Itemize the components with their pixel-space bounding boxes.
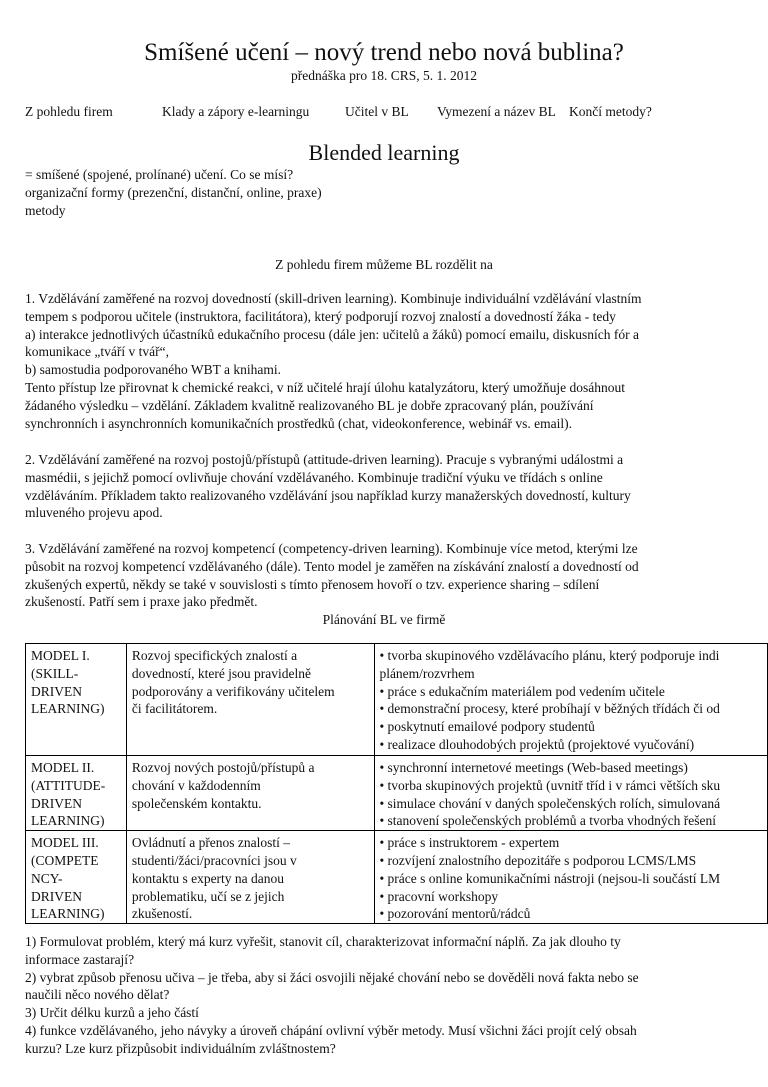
paragraph-line: 1. Vzdělávání zaměřené na rozvoj dovedností (skill-driven learning). Kombinuje individuální vzdělávání vlastním (25, 291, 642, 306)
paragraph-line: a) interakce jednotlivých účastníků edukačního procesu (dále jen: učitelů a žáků) pomocí emailu, diskusních fór a (25, 326, 640, 342)
activity-item: • pracovní workshopy (379, 888, 499, 904)
nav-link-definition[interactable]: Vymezení a název BL (437, 104, 556, 119)
paragraph-line: působit na rozvoj kompetencí vzdělávaného (dále). Tento model je zaměřen na získávání znalostí a dovedností od (25, 558, 639, 574)
model-name-line: (COMPETE (31, 852, 99, 868)
paragraph-line: mluveného projevu apod. (25, 505, 163, 521)
step-line: 3) Určit délku kurzů a jeho částí (25, 1005, 199, 1021)
description-line: kontaktu s experty na danou (131, 870, 285, 886)
definition-block (25, 166, 322, 219)
model-description-cell (126, 756, 375, 831)
paragraph-line: zkušených expertů, někdy se také v souvislosti s tímto přenosem hovoří o tzv. experience sharing – sdílení (25, 576, 600, 592)
paragraph-line: komunikace „tváří v tvář“, (25, 344, 169, 360)
nav-link-teacher[interactable]: Učitel v BL (345, 104, 409, 119)
step-line: 4) funkce vzdělávaného, jeho návyky a úroveň chápání ovlivní výběr metody. Musí všichni žáci projít celý obsah (25, 1022, 637, 1038)
paragraph-competency-driven (25, 540, 768, 611)
step-line: 1) Formulovat problém, který má kurz vyřešit, stanovit cíl, charakterizovat informační náplň. Za jak dlouho ty (25, 934, 621, 949)
model-description-cell (126, 644, 375, 756)
activity-item: • tvorba skupinového vzdělávacího plánu, který podporuje indi (379, 648, 720, 663)
model-name-line: LEARNING) (31, 701, 105, 717)
paragraph-attitude-driven (25, 451, 768, 522)
bl-models-table (25, 643, 768, 924)
paragraph-line: 3. Vzdělávání zaměřené na rozvoj kompetencí (competency-driven learning). Kombinuje více metod, kterými lze (25, 541, 638, 556)
firm-heading: Z pohledu firem můžeme BL rozdělit na (275, 257, 493, 272)
model-description-cell (126, 831, 375, 924)
table-row (26, 756, 768, 831)
activity-item: • práce s edukačním materiálem pod vedením učitele (379, 683, 665, 699)
activity-item: • poskytnutí emailové podpory studentů (379, 719, 595, 735)
model-name-line: MODEL II. (31, 760, 95, 775)
activity-item: • práce s online komunikačními nástroji (nejsou-li součástí LM (379, 870, 721, 886)
paragraph-line: žádaného výsledku – vzdělání. Základem kvalitně realizovaného BL je dobře zpracovaný plán, používání (25, 397, 594, 413)
activity-item: • synchronní internetové meetings (Web-based meetings) (379, 760, 688, 775)
model-name-line: LEARNING) (31, 813, 105, 829)
description-line: společenském kontaktu. (131, 795, 262, 811)
activity-item: • stanovení společenských problémů a tvorba vhodných řešení (379, 813, 716, 829)
activity-item: • pozorování mentorů/rádců (379, 906, 531, 922)
table-row (26, 644, 768, 756)
step-line: 2) vybrat způsob přenosu učiva – je třeba, aby si žáci osvojili nějaké chování nebo se dověděli nová fakta nebo se (25, 969, 639, 985)
model-activities-cell (375, 756, 768, 831)
paragraph-skill-driven (25, 290, 768, 432)
description-line: chování v každodenním (131, 777, 261, 793)
model-activities-cell (375, 831, 768, 924)
paragraph-line: masmédii, s jejichž pomocí ovlivňuje chování vzdělávaného. Kombinuje tradiční výuku ve třídách s online (25, 469, 603, 485)
table-row (26, 831, 768, 924)
paragraph-line: synchronních i asynchronních komunikačních prostředků (chat, videokonference, webinář vs. email). (25, 415, 572, 431)
model-name-cell (26, 756, 127, 831)
description-line: či facilitátorem. (131, 701, 218, 717)
step-line: informace zastarají? (25, 951, 135, 967)
description-line: podporovány a verifikovány učitelem (131, 683, 335, 699)
nav-link-firms[interactable]: Z pohledu firem (25, 104, 113, 119)
model-name-line: MODEL III. (31, 835, 99, 851)
page-title: Smíšené učení – nový trend nebo nová bublina? (144, 39, 624, 66)
activity-item: • tvorba skupinových projektů (uvnitř tříd i v rámci větších sku (379, 777, 721, 793)
section-heading: Blended learning (308, 140, 460, 165)
model-name-line: (SKILL- (31, 665, 79, 681)
description-line: zkušeností. (131, 906, 193, 922)
model-name-line: DRIVEN (31, 683, 82, 699)
model-name-line: LEARNING) (31, 906, 105, 922)
paragraph-line: b) samostudia podporovaného WBT a knihami. (25, 362, 281, 378)
paragraph-line: vzděláváním. Příkladem takto realizovaného vzdělávání jsou například kurzy manažerských dovedností, kultury (25, 487, 631, 503)
activity-item: • demonstrační procesy, které probíhají v běžných třídách či od (379, 701, 720, 717)
description-line: studenti/žáci/pracovníci jsou v (131, 852, 297, 868)
nav-link-pros-cons[interactable]: Klady a zápory e-learningu (162, 104, 310, 119)
step-line: naučili něco nového dělat? (25, 987, 170, 1003)
description-line: dovedností, které jsou pravidelně (131, 665, 312, 681)
nav-link-methods[interactable]: Končí metody? (569, 104, 652, 119)
activity-item: • rozvíjení znalostního depozitáře s podporou LCMS/LMS (379, 852, 697, 868)
activity-item: • práce s instruktorem - expertem (379, 835, 560, 851)
planning-heading: Plánování BL ve firmě (322, 612, 446, 627)
paragraph-line: Tento přístup lze přirovnat k chemické reakci, v níž učitelé hrají úlohu katalyzátoru, který umožňuje dosáhnout (25, 379, 625, 395)
model-name-line: (ATTITUDE- (31, 777, 106, 793)
paragraph-line: zkušeností. Patří sem i praxe jako předmět. (25, 594, 258, 610)
activity-item: plánem/rozvrhem (379, 665, 475, 681)
description-line: Ovládnutí a přenos znalostí – (131, 835, 291, 851)
activity-item: • simulace chování v daných společenských rolích, simulovaná (379, 795, 721, 811)
model-name-line: DRIVEN (31, 888, 82, 904)
definition-line: metody (25, 202, 66, 218)
activity-item: • realizace dlouhodobých projektů (projektové vyučování) (379, 736, 695, 752)
model-activities-cell (375, 644, 768, 756)
paragraph-line: tempem s podporou učitele (instruktora, facilitátora), který podporují rozvoj znalostí a dovedností žáka - tedy (25, 308, 616, 324)
definition-line: = smíšené (spojené, prolínané) učení. Co se mísí? (25, 167, 294, 182)
page-subtitle: přednáška pro 18. CRS, 5. 1. 2012 (291, 68, 477, 83)
definition-line: organizační formy (prezenční, distanční, online, praxe) (25, 184, 322, 200)
description-line: Rozvoj nových postojů/přístupů a (131, 760, 315, 775)
description-line: problematiku, učí se z jejich (131, 888, 285, 904)
step-line: kurzu? Lze kurz přizpůsobit individuálním zvláštnostem? (25, 1040, 336, 1056)
description-line: Rozvoj specifických znalostí a (131, 648, 298, 663)
model-name-line: NCY- (31, 870, 63, 886)
model-name-cell (26, 831, 127, 924)
planning-steps (25, 933, 768, 1058)
model-name-line: MODEL I. (31, 648, 90, 663)
model-name-cell (26, 644, 127, 756)
model-name-line: DRIVEN (31, 795, 82, 811)
paragraph-line: 2. Vzdělávání zaměřené na rozvoj postojů/přístupů (attitude-driven learning). Pracuje s vybranými událostmi a (25, 452, 624, 467)
